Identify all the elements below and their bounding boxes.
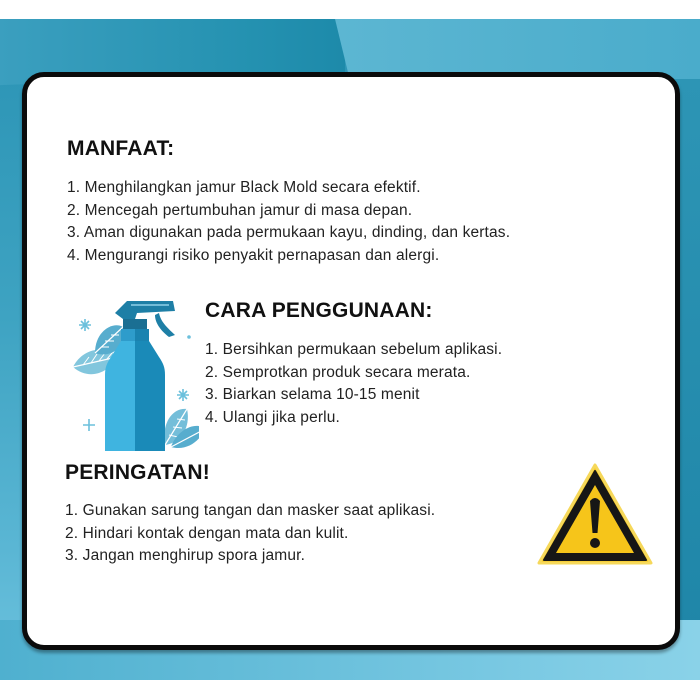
list-item: 2. Mencegah pertumbuhan jamur di masa depan. [67, 201, 413, 219]
cara-penggunaan-list [205, 339, 502, 429]
list-item: 1. Gunakan sarung tangan dan masker saat aplikasi. [65, 502, 436, 519]
warning-triangle-icon [535, 461, 655, 569]
list-item: 3. Aman digunakan pada permukaan kayu, dinding, dan kertas. [67, 224, 511, 241]
list-item: 3. Biarkan selama 10-15 menit [205, 386, 420, 403]
list-item: 4. Ulangi jika perlu. [205, 408, 340, 426]
info-card [22, 72, 680, 650]
background-right-strip [680, 79, 700, 639]
list-item: 1. Menghilangkan jamur Black Mold secara efektif. [67, 179, 421, 196]
peringatan-heading: PERINGATAN! [65, 461, 210, 484]
list-item: 4. Mengurangi risiko penyakit pernapasan dan alergi. [67, 246, 440, 264]
manfaat-list [67, 177, 510, 267]
spray-bottle-icon [65, 295, 199, 455]
list-item: 2. Hindari kontak dengan mata dan kulit. [65, 524, 349, 542]
cara-penggunaan-heading: CARA PENGGUNAAN: [205, 299, 433, 322]
manfaat-heading: MANFAAT: [67, 137, 175, 160]
background-highlight [335, 19, 700, 79]
list-item: 2. Semprotkan produk secara merata. [205, 363, 471, 381]
list-item: 3. Jangan menghirup spora jamur. [65, 547, 306, 564]
leaf-icon [164, 409, 199, 448]
peringatan-list [65, 500, 435, 568]
list-item: 1. Bersihkan permukaan sebelum aplikasi. [205, 341, 503, 358]
